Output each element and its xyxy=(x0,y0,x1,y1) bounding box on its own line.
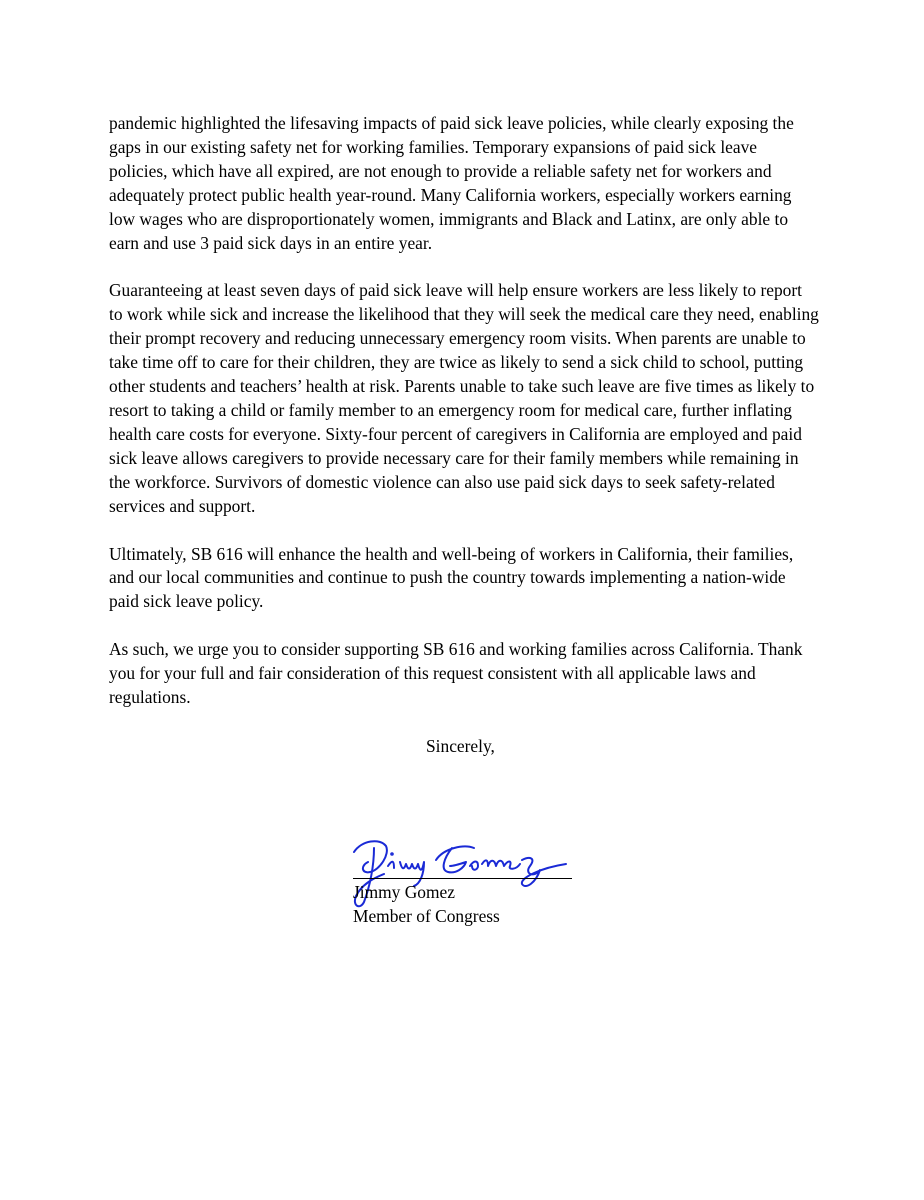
paragraph-seven-days: Guaranteeing at least seven days of paid sick leave will help ensure workers are less likely to report to work while sick and increase the likelihood that they will seek the medical care they need, enabling their prompt recovery and reducing unnecessary emergency room visits. When parents are unable to take time off to care for their children, they are twice as likely to send a sick child to school, putting other students and teachers’ health at risk. Parents unable to take such leave are five times as likely to resort to taking a child or family member to an emergency room for medical care, further inflating health care costs for everyone. Sixty-four percent of caregivers in California are employed and paid sick leave allows caregivers to provide necessary care for their family members while remaining in the workforce. Survivors of domestic violence can also use paid sick days to seek safety-related services and support. xyxy=(109,280,819,516)
signer-title: Member of Congress xyxy=(353,906,500,926)
closing-salutation: Sincerely, xyxy=(426,736,495,756)
signer-name: Jimmy Gomez xyxy=(353,882,455,902)
paragraph-pandemic: pandemic highlighted the lifesaving impacts of paid sick leave policies, while clearly exposing the gaps in our existing safety net for working families. Temporary expansions of paid sick leave policies, which have all expired, are not enough to provide a reliable safety net for workers and adequately protect public health year-round. Many California workers, especially workers earning low wages who are disproportionately women, immigrants and Black and Latinx, are only able to earn and use 3 paid sick days in an entire year. xyxy=(109,113,794,253)
signature-line xyxy=(353,878,572,879)
letter-body xyxy=(109,112,819,734)
paragraph-request: As such, we urge you to consider supporting SB 616 and working families across California. Thank you for your full and fair consideration of this request consistent with all applicable laws and regulations. xyxy=(109,639,803,708)
paragraph-ultimately: Ultimately, SB 616 will enhance the health and well-being of workers in California, their families, and our local communities and continue to push the country towards implementing a nation-wide paid sick leave policy. xyxy=(109,543,794,612)
